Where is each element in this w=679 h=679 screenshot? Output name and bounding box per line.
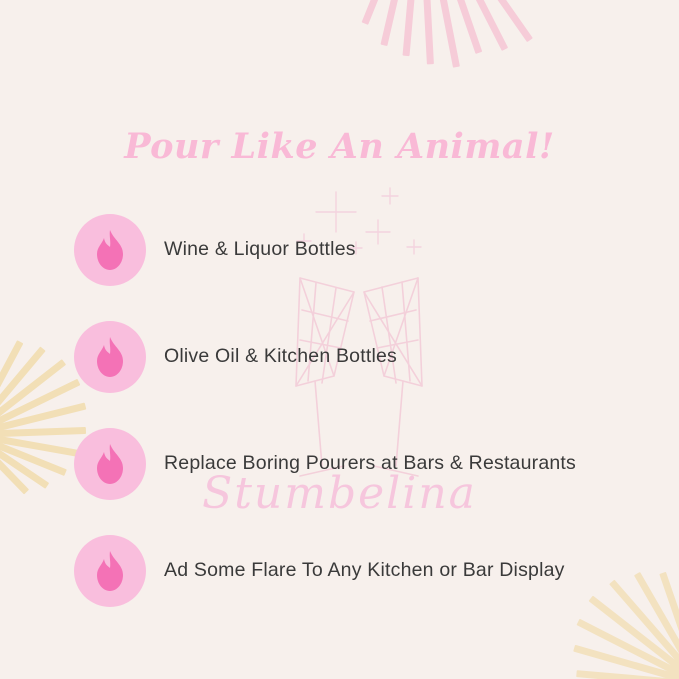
list-item-label: Wine & Liquor Bottles xyxy=(164,238,356,260)
list-item xyxy=(74,196,654,303)
flame-icon xyxy=(92,549,128,593)
page-title: Pour Like An Animal! xyxy=(124,126,555,167)
list-item xyxy=(74,517,654,624)
list-item-label: Replace Boring Pourers at Bars & Restaurants xyxy=(164,452,576,474)
flame-badge xyxy=(74,321,146,393)
brand-wordmark: Stumbelina xyxy=(202,468,477,519)
list-item xyxy=(74,303,654,410)
list-item-label: Olive Oil & Kitchen Bottles xyxy=(164,345,397,367)
flame-icon xyxy=(92,228,128,272)
feature-list xyxy=(74,196,654,624)
flame-icon xyxy=(92,335,128,379)
flame-badge xyxy=(74,214,146,286)
list-item-label: Ad Some Flare To Any Kitchen or Bar Display xyxy=(164,559,565,581)
flame-badge xyxy=(74,535,146,607)
